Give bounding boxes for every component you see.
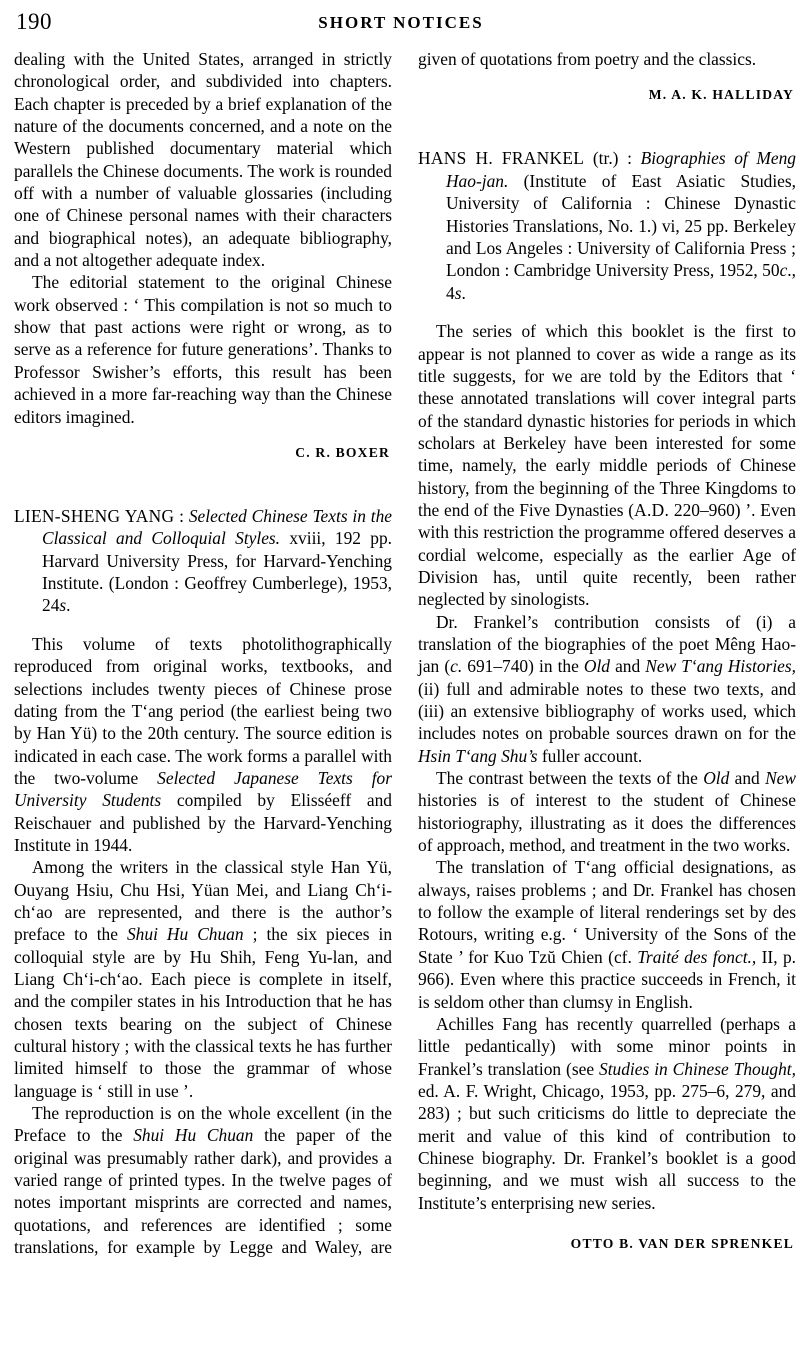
entry-role: (tr.) : bbox=[584, 148, 641, 169]
para-text-segment: (ii) full and admirable notes to these two texts, and (iii) an extensive bibliography of works used, which includes notes on probable sources drawn on for the bbox=[418, 678, 796, 744]
reviewer-signature-van-der-sprenkel: OTTO B. VAN DER SPRENKEL bbox=[570, 1235, 794, 1251]
spacer bbox=[14, 461, 392, 505]
spacer bbox=[418, 1214, 796, 1236]
para-text-segment: The contrast between the texts of the bbox=[436, 768, 704, 789]
era-abbreviation-ad: A.D. bbox=[634, 499, 670, 520]
para-text-segment: 691–740) in the bbox=[462, 656, 584, 677]
entry-imprint: (Institute of East Asiatic Studies, University of California : Chinese Dynastic Histories Translations, No. 1.) vi, 25 pp. Berkeley and Los Angeles : University of California Press ; London : Cambridge University Press, 1952, 50 bbox=[446, 170, 796, 281]
italic-title-japanese-texts: Selected Japanese Texts for University Students bbox=[14, 767, 392, 811]
paragraph-series-scope bbox=[418, 320, 796, 610]
para-text-segment: compiled by Elisséeff and Reischauer and published by the Harvard-Yenching Institute in 1944. bbox=[14, 790, 392, 855]
entry-separator: : bbox=[174, 505, 189, 526]
entry-imprint: xviii, 192 pp. Harvard University Press, for Harvard-Yenching Institute. (London : Geoffrey Cumberlege), 1953, 24 bbox=[42, 528, 392, 616]
reviewer-signature-halliday: M. A. K. HALLIDAY bbox=[648, 87, 794, 103]
italic-studies-in-chinese-thought: Studies in Chinese Thought, bbox=[599, 1058, 796, 1079]
para-text-segment: ; the six pieces in colloquial style are by Hu Shih, Feng Yu-lan, and Liang Ch‘i-ch‘ao. Each piece is complete in itself, and the compiler states in his Introduction that he has chosen texts bearing on the subject of Chinese cultural history ; with the classical texts he has further limited himself to those the grammar of whose language is ‘ still in use ’. bbox=[14, 924, 393, 1101]
spacer bbox=[14, 428, 392, 445]
para-text-segment: and bbox=[610, 656, 646, 677]
book-entry-heading-frankel bbox=[418, 147, 796, 304]
italic-new-tang-histories: New T‘ang Histories, bbox=[645, 656, 796, 677]
paragraph-writers-classical-style bbox=[14, 856, 392, 1102]
para-text-segment: The translation of T‘ang official designations, as always, raises problems ; and Dr. Frankel has chosen to follow the example of literal renderings set by des Rotours, writing e.g. ‘ University of the Sons of the State ’ for Kuo Tzŭ Chien (cf. bbox=[418, 857, 796, 967]
entry-title: Biographies of Meng Hao-jan. bbox=[446, 148, 796, 191]
italic-title-shui-hu-chuan: Shui Hu Chuan bbox=[126, 924, 244, 945]
para-text-segment: the paper of the original was presumably rather dark), and provides a varied range of printed types. In the twelve pages of notes important misprints are corrected and names, quotations, and references are identified ; some translations, for example by Legge and Waley, are bbox=[14, 1125, 392, 1258]
para-text-segment: II, p. 966). Even where this practice succeeds in French, it is seldom other than clumsy in English. bbox=[418, 946, 797, 1012]
para-text-segment: The series of which this booklet is the first to appear is not planned to cover as wide a range as its title suggests, for we are told by the Editors that ‘ these annotated translations will cover integral parts of the standard dynastic histories for periods in which scholars at Berkeley have been interested for some time, namely, the early middle periods of Chinese history, from the beginning of the Three Kingdoms to the end of the Five Dynasties ( bbox=[418, 321, 796, 520]
entry-price-separator: ., 4 bbox=[446, 260, 796, 303]
paragraph-contrast-old-new bbox=[418, 767, 796, 856]
paragraph-reproduction-quality bbox=[14, 1102, 392, 1258]
entry-title: Selected Chinese Texts in the Classical and Colloquial Styles. bbox=[42, 505, 393, 549]
para-text-segment: and bbox=[729, 768, 766, 789]
para-text-segment: fuller account. bbox=[537, 745, 643, 766]
spacer bbox=[418, 70, 796, 87]
entry-terminal-period: . bbox=[66, 595, 71, 616]
paragraph-achilles-fang bbox=[418, 1013, 796, 1214]
reviewer-signature-boxer: C. R. BOXER bbox=[295, 444, 390, 460]
right-column bbox=[418, 48, 796, 1252]
entry-price-unit: s bbox=[59, 595, 67, 616]
paragraph-frankel-contribution bbox=[418, 611, 796, 767]
para-text-segment: This volume of texts photolithographically reproduced from original works, textbooks, and selections includes twenty pieces of Chinese prose dating from the T‘ang period (the earliest being two by Han Yü) to the 20th century. The source edition is indicated in each case. The work forms a parallel with the two-volume bbox=[14, 633, 392, 788]
italic-old: Old bbox=[703, 768, 730, 789]
para-text-segment: The reproduction is on the whole excellent (in the Preface to the bbox=[14, 1103, 392, 1146]
spacer bbox=[14, 617, 392, 633]
entry-author-name: HANS H. FRANKEL bbox=[418, 148, 585, 169]
entry-price-shillings-unit: s bbox=[454, 282, 462, 303]
italic-title-shui-hu-chuan-2: Shui Hu Chuan bbox=[133, 1125, 254, 1146]
entry-terminal-period: . bbox=[461, 282, 466, 303]
italic-new: New bbox=[765, 768, 796, 789]
para-text-segment: ed. A. F. Wright, Chicago, 1953, pp. 275–6, 279, and 283) ; but such criticisms do little to depreciate the merit and value of this kind of contribution to Chinese biography. Dr. Frankel’s booklet is a good beginning, and we must wish all success to the Institute’s enterprising new series. bbox=[418, 1080, 796, 1213]
left-column bbox=[14, 48, 392, 1259]
paragraph-continuation: dealing with the United States, arranged in strictly chronological order, and subdivided into chapters. Each chapter is preceded by a brief explanation of the nature of the documents concerned, and a note on the Western published documentary material which parallels the Chinese documents. The work is rounded off with a number of valuable glossaries (including one of Chinese personal names with their characters and biographical notes), an adequate bibliography, and a not altogether adequate index. bbox=[14, 49, 392, 271]
paragraph-volume-description bbox=[14, 633, 392, 856]
paragraph-review1-end: given of quotations from poetry and the classics. bbox=[418, 49, 757, 69]
page-number: 190 bbox=[16, 9, 52, 34]
para-text-segment: Dr. Frankel’s contribution consists of (i) a translation of the biographies of the poet Mêng Hao-jan ( bbox=[418, 611, 796, 677]
para-text-segment: histories is of interest to the student of Chinese historiography, illustrating as it does the differences of approach, method, and treatment in the two works. bbox=[418, 790, 796, 856]
italic-old-history: Old bbox=[583, 656, 610, 677]
spacer bbox=[418, 304, 796, 320]
entry-price-cents-unit: c bbox=[779, 260, 788, 281]
running-head-title: SHORT NOTICES bbox=[318, 13, 484, 32]
spacer bbox=[418, 103, 796, 147]
italic-traite-des-fonct: Traité des fonct., bbox=[637, 946, 757, 967]
paragraph-official-designations bbox=[418, 856, 796, 1012]
entry-author-name: LIEN-SHENG YANG bbox=[14, 505, 175, 526]
circa-abbreviation: c. bbox=[450, 656, 463, 677]
para-text-segment: 220–960) ’. Even with this restriction the programme offered deserves a cordial welcome, especially as the earlier Age of Division has, until quite recently, been rather neglected by sinologists. bbox=[418, 499, 796, 610]
two-column-body bbox=[14, 48, 797, 1259]
italic-hsin-tang-shu: Hsin T‘ang Shu’s bbox=[418, 745, 538, 766]
para-text-segment: Achilles Fang has recently quarrelled (perhaps a little pedantically) with some minor points in Frankel’s translation (see bbox=[418, 1013, 796, 1079]
book-entry-heading-yang bbox=[14, 505, 392, 617]
paragraph-editorial-statement: The editorial statement to the original Chinese work observed : ‘ This compilation is not so much to show that past actions were right or wrong, as to serve as a reference for future generations’. Thanks to Professor Swisher’s efforts, this result has been achieved in a more far-reaching way than the Chinese editors imagined. bbox=[14, 272, 392, 427]
running-head bbox=[14, 10, 788, 44]
para-text-segment: Among the writers in the classical style Han Yü, Ouyang Hsiu, Chu Hsi, Yüan Mei, and Liang Ch‘i-ch‘ao are represented, and there is the author’s preface to the bbox=[14, 857, 392, 945]
